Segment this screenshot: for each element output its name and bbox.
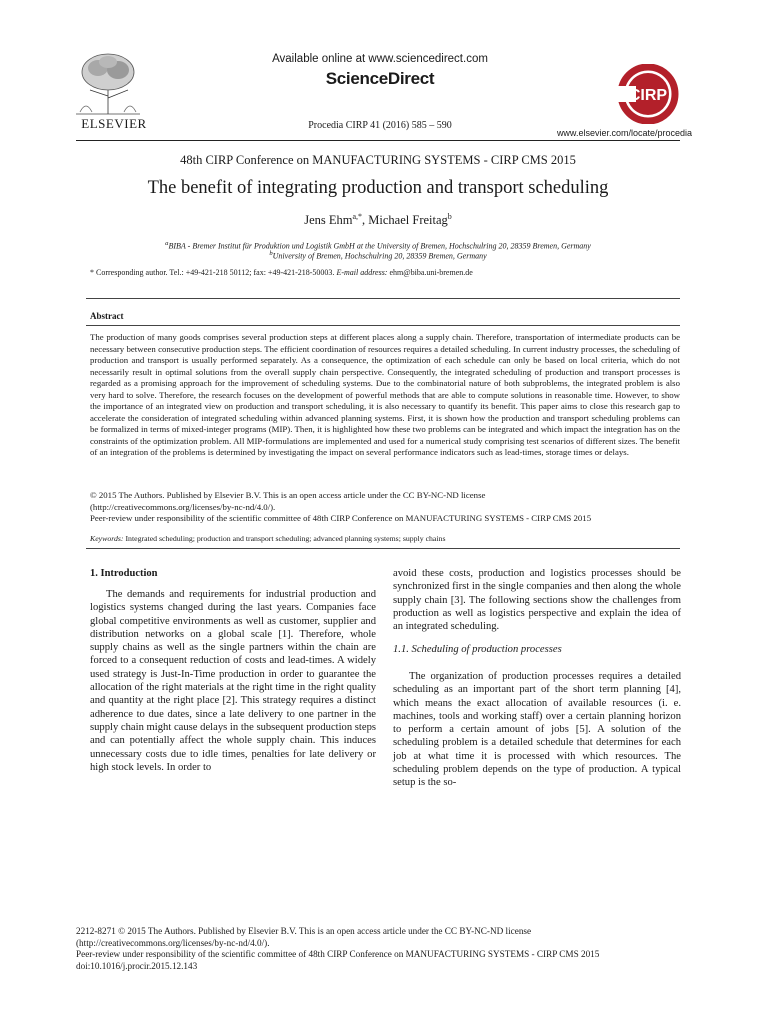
paper-title: The benefit of integrating production and transport scheduling: [147, 178, 609, 198]
abstract-bottom-rule: [86, 548, 680, 549]
svg-text:CIRP: CIRP: [628, 87, 668, 104]
subsection-heading: 1.1. Scheduling of production processes: [393, 644, 562, 655]
license-text: © 2015 The Authors. Published by Elsevier B.V. This is an open access article under the CC BY-NC-ND license: [90, 490, 486, 500]
abstract-heading: Abstract: [90, 311, 124, 321]
corresponding-mark: *: [358, 212, 363, 221]
intro-paragraph: The demands and requirements for industrial production and logistics systems changed during the last years. Companies face global competitive environments as well as customer, supplier and distribution networks on a global scale [1]. Therefore, whole supply chains as well as the single partners within the chain are forced to a consequent reduction of costs and lead-times. A widely used strategy is Just-In-Time production in order to guarantee the allocation of the right materials at the right time in the right quality and quantity at the right place [2]. This strategy requires a distinct adherence to due dates, since a late delivery to one partner in the supply chain might cause delays in the subsequent production steps and can potentially affect the whole supply chain. This induces unnecessary costs due to idle times, penalties for late delivery or high stock levels. In order to: [90, 589, 376, 773]
affiliation-text: University of Bremen, Hochschulring 20, 28359 Bremen, Germany: [272, 251, 487, 261]
cirp-logo: [604, 64, 684, 124]
author-separator: ,: [362, 213, 369, 228]
author-name: Michael Freitag: [368, 213, 448, 228]
license-link[interactable]: (http://creativecommons.org/licenses/by-nc-nd/4.0/).: [90, 501, 276, 512]
header-divider: [76, 140, 680, 141]
page-footer: [76, 926, 680, 972]
affiliation-text: BIBA - Bremer Institut für Produktion und Logistik GmbH at the University of Bremen, Hochschulring 20, 28359 Bremen, Germany: [168, 241, 591, 251]
abstract-body: The production of many goods comprises several production steps at different places along a supply chain. Therefore, transportation of intermediate products can be necessary between consecutive production steps. The efficient coordination of resources requires a detailed scheduling. In current industry processes, the scheduling of production and transport is usually performed separately. As a consequence, the optimization of each schedule can only be based on local criteria, which do not necessarily result in optimal solutions from the overall supply chain perspective. Consequently, the integrated scheduling of production and transport processes is regarded as a promising approach for the improvement of scheduling systems. Due to the combinatorial nature of both subproblems, the integrated problem is also very hard to solve. Therefore, the research focuses on the development of powerful methods that are able to compute solutions in reasonable time. However, to show the importance of an integrated view on production and transport scheduling, it is also necessary to quantify its benefit. This paper aims to close this research gap to accelerate the consideration of integrated scheduling within advanced planning systems. First, it is shown how the production and transport scheduling problems can be formalized in terms of mixed-integer programs (MIP). Then, it is highlighted how these two problems can be integrated and which impact the integration has on the constraints of the optimization problem. All MIP-formulations are implemented and used for a numerical study comprising test scenarios of different sizes. The benefit of an integration of the problems is determined by investigating the impact on several performance indicators such as lead-times, storage times or delays.: [90, 332, 680, 457]
affiliation-mark: a: [165, 240, 169, 247]
footer-doi[interactable]: doi:10.1016/j.procir.2015.12.143: [76, 960, 198, 971]
email-address[interactable]: ehm@biba.uni-bremen.de: [389, 268, 473, 277]
section-heading-introduction: 1. Introduction: [90, 568, 158, 579]
abstract-top-rule: [86, 298, 680, 299]
conference-name: 48th CIRP Conference on MANUFACTURING SYSTEMS - CIRP CMS 2015: [180, 153, 576, 167]
affiliation-b: [76, 250, 680, 261]
right-column-subsection: [393, 670, 681, 790]
license-statement: [90, 490, 680, 525]
journal-url[interactable]: www.elsevier.com/locate/procedia: [556, 128, 692, 138]
subsection-paragraph: The organization of production processes requires a detailed scheduling as an important part of the short term planning [4], which means the exact allocation of available resources (i. e. machines, tools and working staff) over a certain planning horizon to perform a certain amount of jobs [5]. A solution of the scheduling problem is a detailed schedule that determines for each job at what time it is processed with which resources. The scheduling problem depends on the type of production. A typical setup is the so-: [393, 671, 681, 789]
abstract-heading-rule: [86, 325, 680, 326]
footer-license-link[interactable]: (http://creativecommons.org/licenses/by-nc-nd/4.0/).: [76, 937, 270, 948]
corresponding-contact: * Corresponding author. Tel.: +49-421-218 50112; fax: +49-421-218-50003.: [90, 268, 335, 277]
available-online-text: Available online at www.sciencedirect.com: [272, 53, 488, 65]
author-name: Jens Ehm: [304, 213, 353, 228]
author-affiliation-mark: a,: [352, 212, 359, 221]
sciencedirect-wordmark: ScienceDirect: [325, 69, 435, 88]
elsevier-tree-logo: [66, 50, 150, 116]
email-label: E-mail address:: [336, 268, 388, 277]
publisher-name: ELSEVIER: [81, 116, 147, 131]
keywords-list: Integrated scheduling; production and transport scheduling; advanced planning systems; supply chains: [125, 534, 446, 543]
peer-review-text: Peer-review under responsibility of the scientific committee of 48th CIRP Conference on MANUFACTURING SYSTEMS - CIRP CMS 2015: [90, 513, 592, 523]
left-column: [90, 580, 376, 774]
footer-issn-license: 2212-8271 © 2015 The Authors. Published by Elsevier B.V. This is an open access article under the CC BY-NC-ND license: [76, 926, 532, 936]
corresponding-author: [90, 268, 680, 277]
right-column: [393, 567, 681, 633]
keywords-label: Keywords:: [90, 534, 124, 543]
journal-reference: Procedia CIRP 41 (2016) 585 – 590: [308, 120, 452, 131]
intro-continuation: avoid these costs, production and logistics processes should be synchronized first in the single companies and then along the whole supply chain [3]. The following sections show the challenges from production as well as logistics perspective and explain the idea of an integrated scheduling.: [393, 568, 681, 633]
author-list: [76, 212, 680, 228]
author-affiliation-mark: b: [447, 212, 452, 221]
footer-peer-review: Peer-review under responsibility of the scientific committee of 48th CIRP Conference on MANUFACTURING SYSTEMS - CIRP CMS 2015: [76, 949, 600, 959]
affiliation-mark: b: [269, 250, 273, 257]
keywords: [90, 534, 680, 543]
